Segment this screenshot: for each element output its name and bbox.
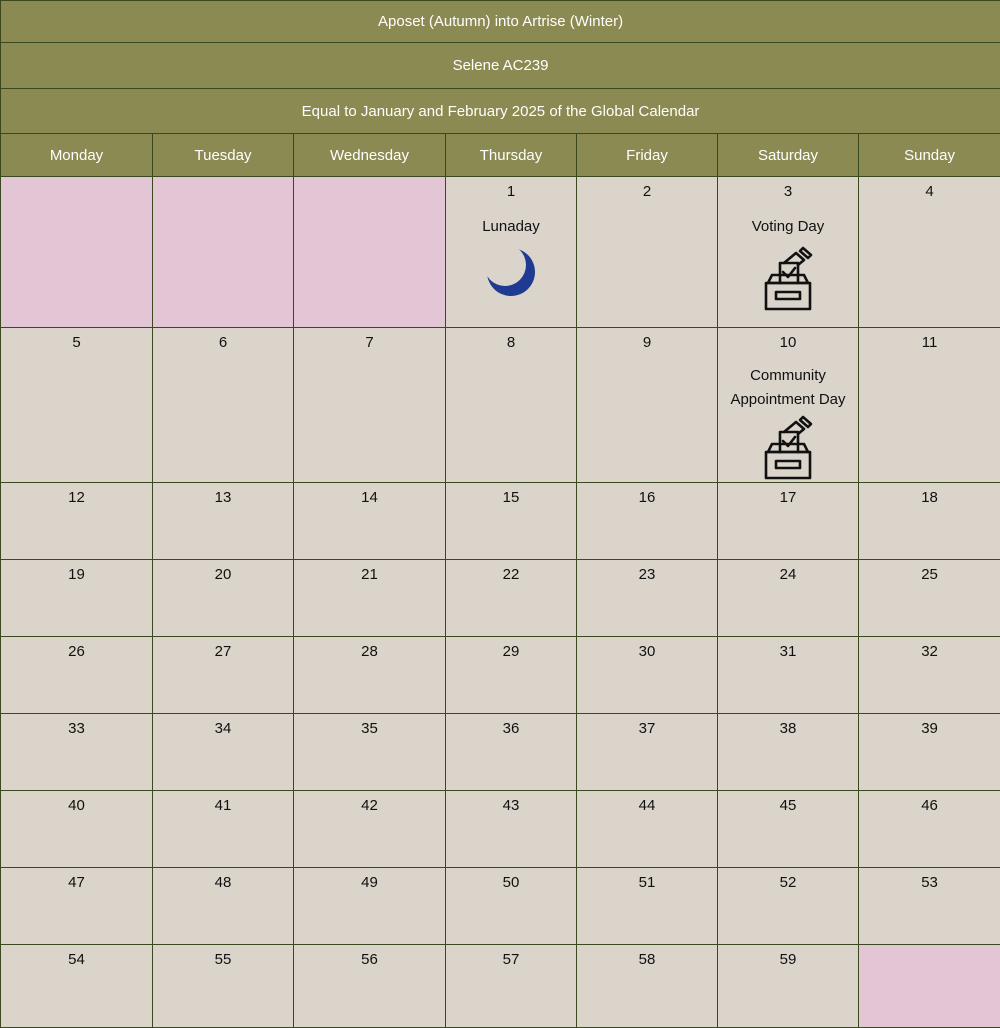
day-number: 20 xyxy=(153,560,293,584)
day-cell-29[interactable] xyxy=(446,637,577,714)
day-cell-34[interactable] xyxy=(153,714,294,791)
day-cell-22[interactable] xyxy=(446,560,577,637)
day-cell-9[interactable] xyxy=(577,328,718,483)
event-community-line2: Appointment Day xyxy=(718,388,858,412)
day-cell-53[interactable] xyxy=(859,868,1000,945)
day-number: 25 xyxy=(859,560,1000,584)
day-number: 17 xyxy=(718,483,858,507)
day-number: 32 xyxy=(859,637,1000,661)
weekday-tuesday: Tuesday xyxy=(153,134,294,177)
day-number: 27 xyxy=(153,637,293,661)
day-cell-15[interactable] xyxy=(446,483,577,560)
day-cell-39[interactable] xyxy=(859,714,1000,791)
day-cell-59[interactable] xyxy=(718,945,859,1028)
day-number: 58 xyxy=(577,945,717,969)
day-number: 15 xyxy=(446,483,576,507)
day-number: 53 xyxy=(859,868,1000,892)
event-lunaday: Lunaday xyxy=(446,215,576,239)
day-number: 4 xyxy=(859,177,1000,201)
day-cell-42[interactable] xyxy=(294,791,446,868)
day-number: 59 xyxy=(718,945,858,969)
day-number: 45 xyxy=(718,791,858,815)
day-cell-32[interactable] xyxy=(859,637,1000,714)
day-number: 14 xyxy=(294,483,445,507)
weekday-saturday: Saturday xyxy=(718,134,859,177)
day-number: 34 xyxy=(153,714,293,738)
day-number: 22 xyxy=(446,560,576,584)
day-cell-50[interactable] xyxy=(446,868,577,945)
empty-day-cell xyxy=(294,177,446,328)
day-cell-20[interactable] xyxy=(153,560,294,637)
day-cell-12[interactable] xyxy=(1,483,153,560)
empty-day-cell xyxy=(859,945,1000,1028)
day-cell-27[interactable] xyxy=(153,637,294,714)
day-cell-54[interactable] xyxy=(1,945,153,1028)
day-cell-38[interactable] xyxy=(718,714,859,791)
day-number: 48 xyxy=(153,868,293,892)
day-cell-45[interactable] xyxy=(718,791,859,868)
day-number: 7 xyxy=(294,328,445,352)
day-cell-51[interactable] xyxy=(577,868,718,945)
day-number: 21 xyxy=(294,560,445,584)
day-cell-31[interactable] xyxy=(718,637,859,714)
day-cell-25[interactable] xyxy=(859,560,1000,637)
day-cell-36[interactable] xyxy=(446,714,577,791)
day-number: 18 xyxy=(859,483,1000,507)
calendar-equivalence-note: Equal to January and February 2025 of the Global Calendar xyxy=(1,89,1000,134)
day-cell-19[interactable] xyxy=(1,560,153,637)
day-cell-5[interactable] xyxy=(1,328,153,483)
day-cell-47[interactable] xyxy=(1,868,153,945)
day-cell-37[interactable] xyxy=(577,714,718,791)
ballot-box-icon xyxy=(758,414,818,482)
day-cell-6[interactable] xyxy=(153,328,294,483)
day-number: 47 xyxy=(1,868,152,892)
day-cell-24[interactable] xyxy=(718,560,859,637)
event-community-line1: Community xyxy=(718,364,858,388)
day-cell-8[interactable] xyxy=(446,328,577,483)
day-cell-2[interactable] xyxy=(577,177,718,328)
day-cell-48[interactable] xyxy=(153,868,294,945)
day-number: 43 xyxy=(446,791,576,815)
day-number: 5 xyxy=(1,328,152,352)
day-number: 55 xyxy=(153,945,293,969)
day-number: 36 xyxy=(446,714,576,738)
day-cell-7[interactable] xyxy=(294,328,446,483)
day-number: 6 xyxy=(153,328,293,352)
day-cell-57[interactable] xyxy=(446,945,577,1028)
day-number: 49 xyxy=(294,868,445,892)
day-cell-40[interactable] xyxy=(1,791,153,868)
day-number: 26 xyxy=(1,637,152,661)
calendar-year-title: Selene AC239 xyxy=(1,43,1000,89)
day-number: 16 xyxy=(577,483,717,507)
day-number: 54 xyxy=(1,945,152,969)
day-number: 50 xyxy=(446,868,576,892)
day-number: 28 xyxy=(294,637,445,661)
day-cell-58[interactable] xyxy=(577,945,718,1028)
day-number: 33 xyxy=(1,714,152,738)
day-cell-14[interactable] xyxy=(294,483,446,560)
day-number: 52 xyxy=(718,868,858,892)
day-number: 39 xyxy=(859,714,1000,738)
day-number: 37 xyxy=(577,714,717,738)
day-number: 30 xyxy=(577,637,717,661)
day-cell-13[interactable] xyxy=(153,483,294,560)
day-cell-35[interactable] xyxy=(294,714,446,791)
day-number: 1 xyxy=(446,177,576,201)
day-number: 41 xyxy=(153,791,293,815)
weekday-friday: Friday xyxy=(577,134,718,177)
calendar-season-title: Aposet (Autumn) into Artrise (Winter) xyxy=(1,1,1000,43)
day-cell-28[interactable] xyxy=(294,637,446,714)
day-cell-17[interactable] xyxy=(718,483,859,560)
day-number: 56 xyxy=(294,945,445,969)
weekday-thursday: Thursday xyxy=(446,134,577,177)
day-number: 31 xyxy=(718,637,858,661)
day-cell-33[interactable] xyxy=(1,714,153,791)
weekday-monday: Monday xyxy=(1,134,153,177)
day-cell-23[interactable] xyxy=(577,560,718,637)
weekday-wednesday: Wednesday xyxy=(294,134,446,177)
weekday-sunday: Sunday xyxy=(859,134,1000,177)
day-cell-49[interactable] xyxy=(294,868,446,945)
day-cell-43[interactable] xyxy=(446,791,577,868)
day-number: 29 xyxy=(446,637,576,661)
day-number: 12 xyxy=(1,483,152,507)
day-number: 57 xyxy=(446,945,576,969)
day-cell-1[interactable] xyxy=(446,177,577,328)
empty-day-cell xyxy=(153,177,294,328)
day-number: 8 xyxy=(446,328,576,352)
crescent-moon-icon xyxy=(484,245,538,299)
day-number: 10 xyxy=(718,328,858,352)
day-number: 23 xyxy=(577,560,717,584)
day-cell-16[interactable] xyxy=(577,483,718,560)
day-number: 2 xyxy=(577,177,717,201)
day-number: 35 xyxy=(294,714,445,738)
day-number: 9 xyxy=(577,328,717,352)
empty-day-cell xyxy=(1,177,153,328)
day-number: 3 xyxy=(718,177,858,201)
day-number: 51 xyxy=(577,868,717,892)
day-number: 46 xyxy=(859,791,1000,815)
day-number: 24 xyxy=(718,560,858,584)
day-number: 42 xyxy=(294,791,445,815)
day-cell-18[interactable] xyxy=(859,483,1000,560)
day-number: 40 xyxy=(1,791,152,815)
day-number: 11 xyxy=(859,328,1000,352)
day-cell-46[interactable] xyxy=(859,791,1000,868)
day-cell-21[interactable] xyxy=(294,560,446,637)
day-cell-56[interactable] xyxy=(294,945,446,1028)
day-cell-55[interactable] xyxy=(153,945,294,1028)
day-cell-26[interactable] xyxy=(1,637,153,714)
day-number: 19 xyxy=(1,560,152,584)
day-cell-44[interactable] xyxy=(577,791,718,868)
day-cell-41[interactable] xyxy=(153,791,294,868)
day-number: 44 xyxy=(577,791,717,815)
event-voting-day: Voting Day xyxy=(718,215,858,239)
day-cell-3[interactable] xyxy=(718,177,859,328)
day-cell-10[interactable] xyxy=(718,328,859,483)
day-cell-52[interactable] xyxy=(718,868,859,945)
day-number: 38 xyxy=(718,714,858,738)
day-cell-30[interactable] xyxy=(577,637,718,714)
day-cell-11[interactable] xyxy=(859,328,1000,483)
day-number: 13 xyxy=(153,483,293,507)
day-cell-4[interactable] xyxy=(859,177,1000,328)
ballot-box-icon xyxy=(758,245,818,313)
